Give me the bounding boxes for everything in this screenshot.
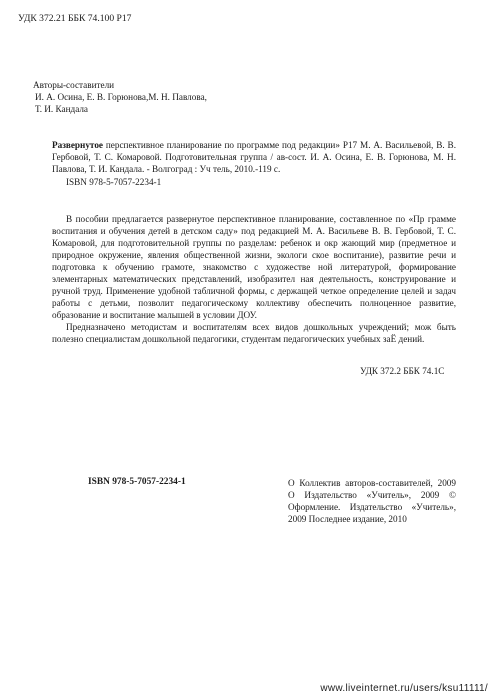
copyright-block: О Коллектив авторов-составителей, 2009 О Издательство «Учитель», 2009 © Оформление. Издательство «Учитель», 2009 Последнее издание, 2010 — [288, 478, 456, 524]
annotation — [52, 213, 456, 345]
biblio-title-word: Развернутое — [52, 140, 103, 150]
annotation-paragraph: Предназначено методистам и воспитателям всех видов дошкольных учреждений; мож быть полезно специалистам дошкольной педагогики, студентам педагогических учебных заЁ дений. — [52, 322, 456, 344]
annotation-paragraph: В пособии предлагается развернутое перспективное планирование, составленное по «Пр грамме воспитания и обучения детей в детском саду» под редакцией М. А. Васильеве В. В. Гербовой, Т. С. Комаровой, для подготовительной группы по разделам: ребенок и окр жающий мир (предметное и природное окружение, явления общественной жизни, экологи ское воспитание), развитие речи и подготовка к обучению грамоте, знакомство с художестве ной литературой, формирование элементарных математических представлений, изобразител ная деятельность, конструирование и ручной труд. Применение удобной табличной формы, с держащей четкое определение целей и задач работы с детьми, позволит педагогическому коллективу обеспечить полноценное развитие, образование и воспитание малышей в условии ДОУ. — [52, 214, 456, 320]
biblio-text: перспективное планирование по программе под редакции» Р17 М. А. Васильевой, В. В. Гербовой, Т. С. Комаровой. Подготовительная группа / ав-сост. И. А. Осина, Е. В. Горюнова, М. Н. Павлова, Т. И. Кандала. - Волгоград : Уч тель, 2010.-119 с. — [52, 140, 456, 174]
isbn-bottom: ISBN 978-5-7057-2234-1 — [88, 477, 186, 487]
isbn-record: ISBN 978-5-7057-2234-1 — [66, 177, 162, 187]
authors-line: Т. И. Кандала — [35, 104, 89, 114]
bibliographic-record — [52, 139, 456, 175]
secondary-classification: УДК 372.2 ББК 74.1С — [360, 366, 445, 376]
authors-line: И. А. Осина, Е. В. Горюнова,М. Н. Павлова, — [35, 92, 207, 102]
authors-label: Авторы-составители — [33, 80, 115, 90]
authors-list — [33, 91, 243, 115]
footer-url[interactable]: www.liveinternet.ru/users/ksu11111/ — [320, 683, 488, 694]
classification-code: УДК 372.21 ББК 74.100 Р17 — [18, 13, 132, 24]
